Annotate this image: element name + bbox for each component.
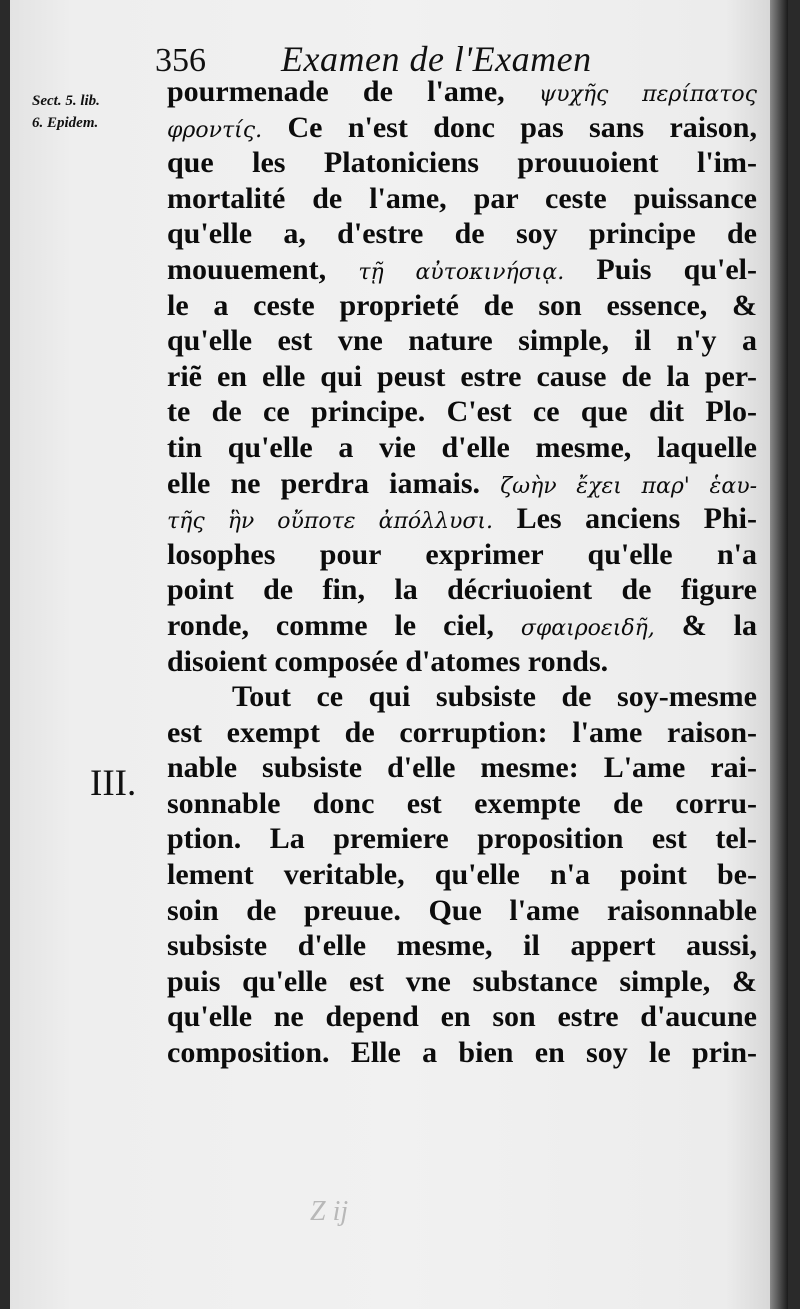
line-text: point de fin, la décriuoient de figure	[167, 573, 757, 607]
text-line	[167, 359, 757, 395]
text-line	[167, 323, 757, 359]
line-text: elle ne perdra iamais.	[167, 466, 501, 500]
line-text: le a ceste proprieté de son essence, &	[167, 288, 757, 322]
line-text: qu'elle ne depend en son estre d'aucune	[167, 1000, 757, 1034]
line-text: ronde, comme le ciel,	[167, 608, 521, 642]
text-line	[167, 145, 757, 181]
text-line	[167, 216, 757, 252]
line-text: est exempt de corruption: l'ame raison-	[167, 715, 757, 749]
text-line	[167, 74, 757, 110]
text-line	[167, 430, 757, 466]
text-line	[167, 857, 757, 893]
page-edge-shadow	[770, 0, 788, 1309]
page-number: 356	[155, 42, 206, 79]
line-text: Ce n'est donc pas sans raison,	[262, 110, 757, 144]
margin-note	[32, 90, 162, 134]
book-page	[10, 0, 788, 1309]
line-text: qu'elle est vne nature simple, il n'y a	[167, 324, 757, 358]
line-text: que les Platoniciens prouuoient l'im-	[167, 146, 757, 180]
greek-quote: σφαιροειδῆ,	[520, 615, 655, 641]
text-line	[167, 893, 757, 929]
signature-mark: Z ij	[310, 1196, 349, 1227]
line-text: composition. Elle a bien en soy le prin-	[167, 1036, 757, 1070]
line-text: mortalité de l'ame, par ceste puissance	[167, 181, 757, 215]
line-text: tin qu'elle a vie d'elle mesme, laquelle	[167, 430, 757, 464]
text-line	[167, 252, 757, 288]
text-line	[167, 999, 757, 1035]
line-text: puis qu'elle est vne substance simple, &	[167, 964, 757, 998]
line-text: te de ce principe. C'est ce que dit Plo-	[167, 395, 757, 429]
text-line	[167, 394, 757, 430]
line-text: ption. La premiere proposition est tel-	[167, 822, 757, 856]
margin-note-line: 6. Epidem.	[32, 115, 99, 131]
line-text: losophes pour exprimer qu'elle n'a	[167, 537, 757, 571]
greek-quote: τῇ αὐτοκινήσιᾳ.	[358, 259, 565, 285]
greek-quote: τῆς ἣν οὔποτε ἀπόλλυσι.	[167, 509, 494, 535]
greek-quote: ψυχῆς περίπατος	[538, 82, 757, 107]
line-text: subsiste d'elle mesme, il appert aussi,	[167, 929, 757, 963]
line-text: Les anciens Phi-	[493, 502, 757, 536]
text-line	[167, 928, 757, 964]
text-line	[167, 572, 757, 608]
line-text: Tout ce qui subsiste de soy-mesme	[232, 680, 757, 714]
text-line	[167, 466, 757, 502]
text-line	[167, 181, 757, 217]
section-number: III.	[90, 763, 137, 804]
text-line	[167, 644, 757, 680]
text-line	[167, 110, 757, 146]
text-line	[167, 537, 757, 573]
text-line	[167, 501, 757, 537]
line-text: sonnable donc est exempte de corru-	[167, 786, 757, 820]
greek-quote: ζωὴν ἔχει παρ' ἑαυ-	[500, 473, 757, 499]
text-line	[167, 608, 757, 644]
text-line	[167, 715, 757, 751]
line-text: & la	[654, 608, 757, 642]
text-line	[167, 1035, 757, 1071]
text-line	[167, 750, 757, 786]
margin-note-line: Sect. 5. lib.	[32, 93, 100, 109]
line-text: Puis qu'el-	[564, 252, 757, 286]
line-text: disoient composée d'atomes ronds.	[167, 644, 609, 678]
text-line	[167, 964, 757, 1000]
line-text: pourmenade de l'ame,	[167, 75, 539, 108]
line-text: mouuement,	[167, 252, 359, 286]
line-text: qu'elle a, d'estre de soy principe de	[167, 217, 757, 251]
text-line	[167, 821, 757, 857]
text-line	[167, 786, 757, 822]
greek-quote: φροντίς.	[167, 117, 263, 143]
line-text: riẽ en elle qui peust estre cause de la per-	[167, 359, 757, 393]
text-line	[167, 679, 757, 715]
text-line	[167, 288, 757, 324]
line-text: lement veritable, qu'elle n'a point be-	[167, 858, 757, 892]
line-text: nable subsiste d'elle mesme: L'ame rai-	[167, 751, 757, 785]
line-text: soin de preuue. Que l'ame raisonnable	[167, 893, 757, 927]
body-text	[167, 74, 757, 1071]
running-title: Examen de l'Examen	[281, 39, 592, 79]
